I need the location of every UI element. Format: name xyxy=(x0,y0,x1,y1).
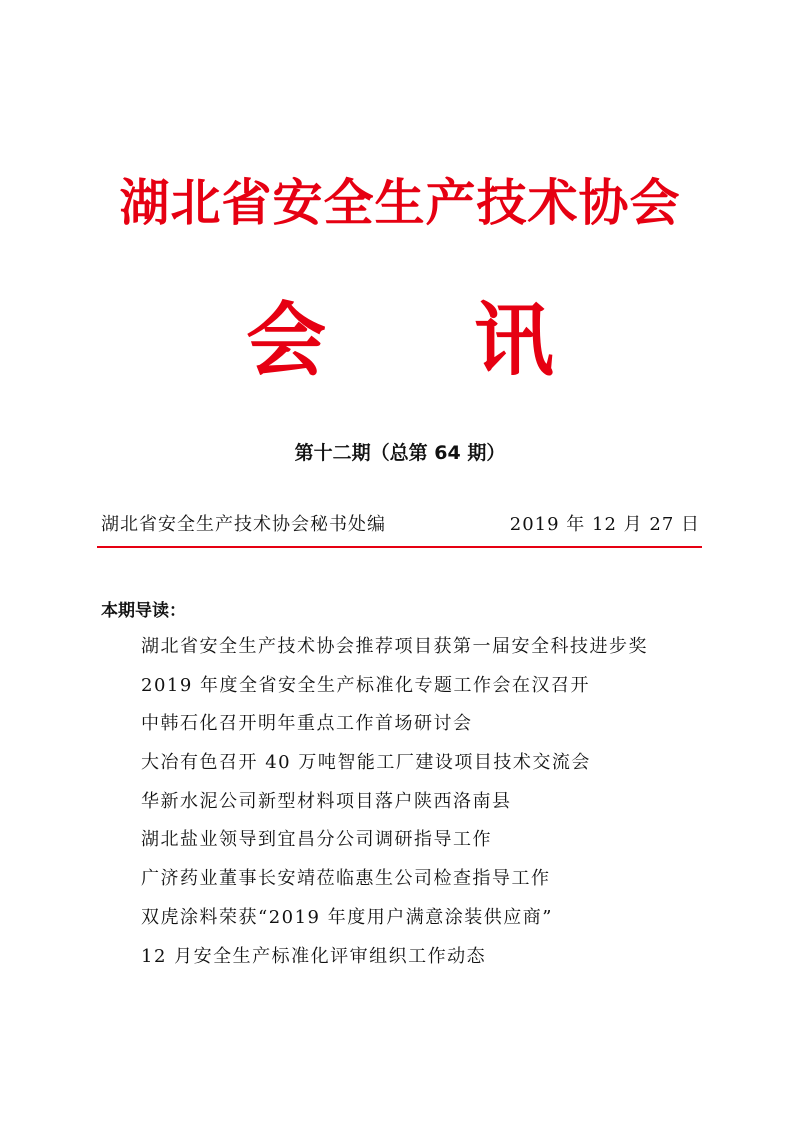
contents-item: 湖北盐业领导到宜昌分公司调研指导工作 xyxy=(141,829,492,851)
contents-item: 12 月安全生产标准化评审组织工作动态 xyxy=(141,945,487,967)
contents-item: 2019 年度全省安全生产标准化专题工作会在汉召开 xyxy=(141,674,591,696)
masthead-row xyxy=(101,510,700,540)
contents-item: 双虎涂料荣获“2019 年度用户满意涂装供应商” xyxy=(141,906,553,928)
contents-item: 中韩石化召开明年重点工作首场研讨会 xyxy=(141,713,473,735)
organization-title: 湖北省安全生产技术协会 xyxy=(119,173,681,232)
contents-list xyxy=(141,628,648,976)
issue-date: 2019 年 12 月 27 日 xyxy=(509,514,700,535)
editor-credit: 湖北省安全生产技术协会秘书处编 xyxy=(101,514,386,535)
contents-item: 广济药业董事长安靖莅临惠生公司检查指导工作 xyxy=(141,868,551,890)
red-divider-rule xyxy=(97,546,702,548)
contents-item: 大冶有色召开 40 万吨智能工厂建设项目技术交流会 xyxy=(141,752,591,774)
contents-heading: 本期导读： xyxy=(101,601,186,621)
publication-title: 会 讯 xyxy=(246,293,614,387)
contents-item: 华新水泥公司新型材料项目落户陕西洛南县 xyxy=(141,790,512,812)
issue-number: 第十二期（总第 64 期） xyxy=(294,442,506,464)
contents-item: 湖北省安全生产技术协会推荐项目获第一届安全科技进步奖 xyxy=(141,636,648,657)
